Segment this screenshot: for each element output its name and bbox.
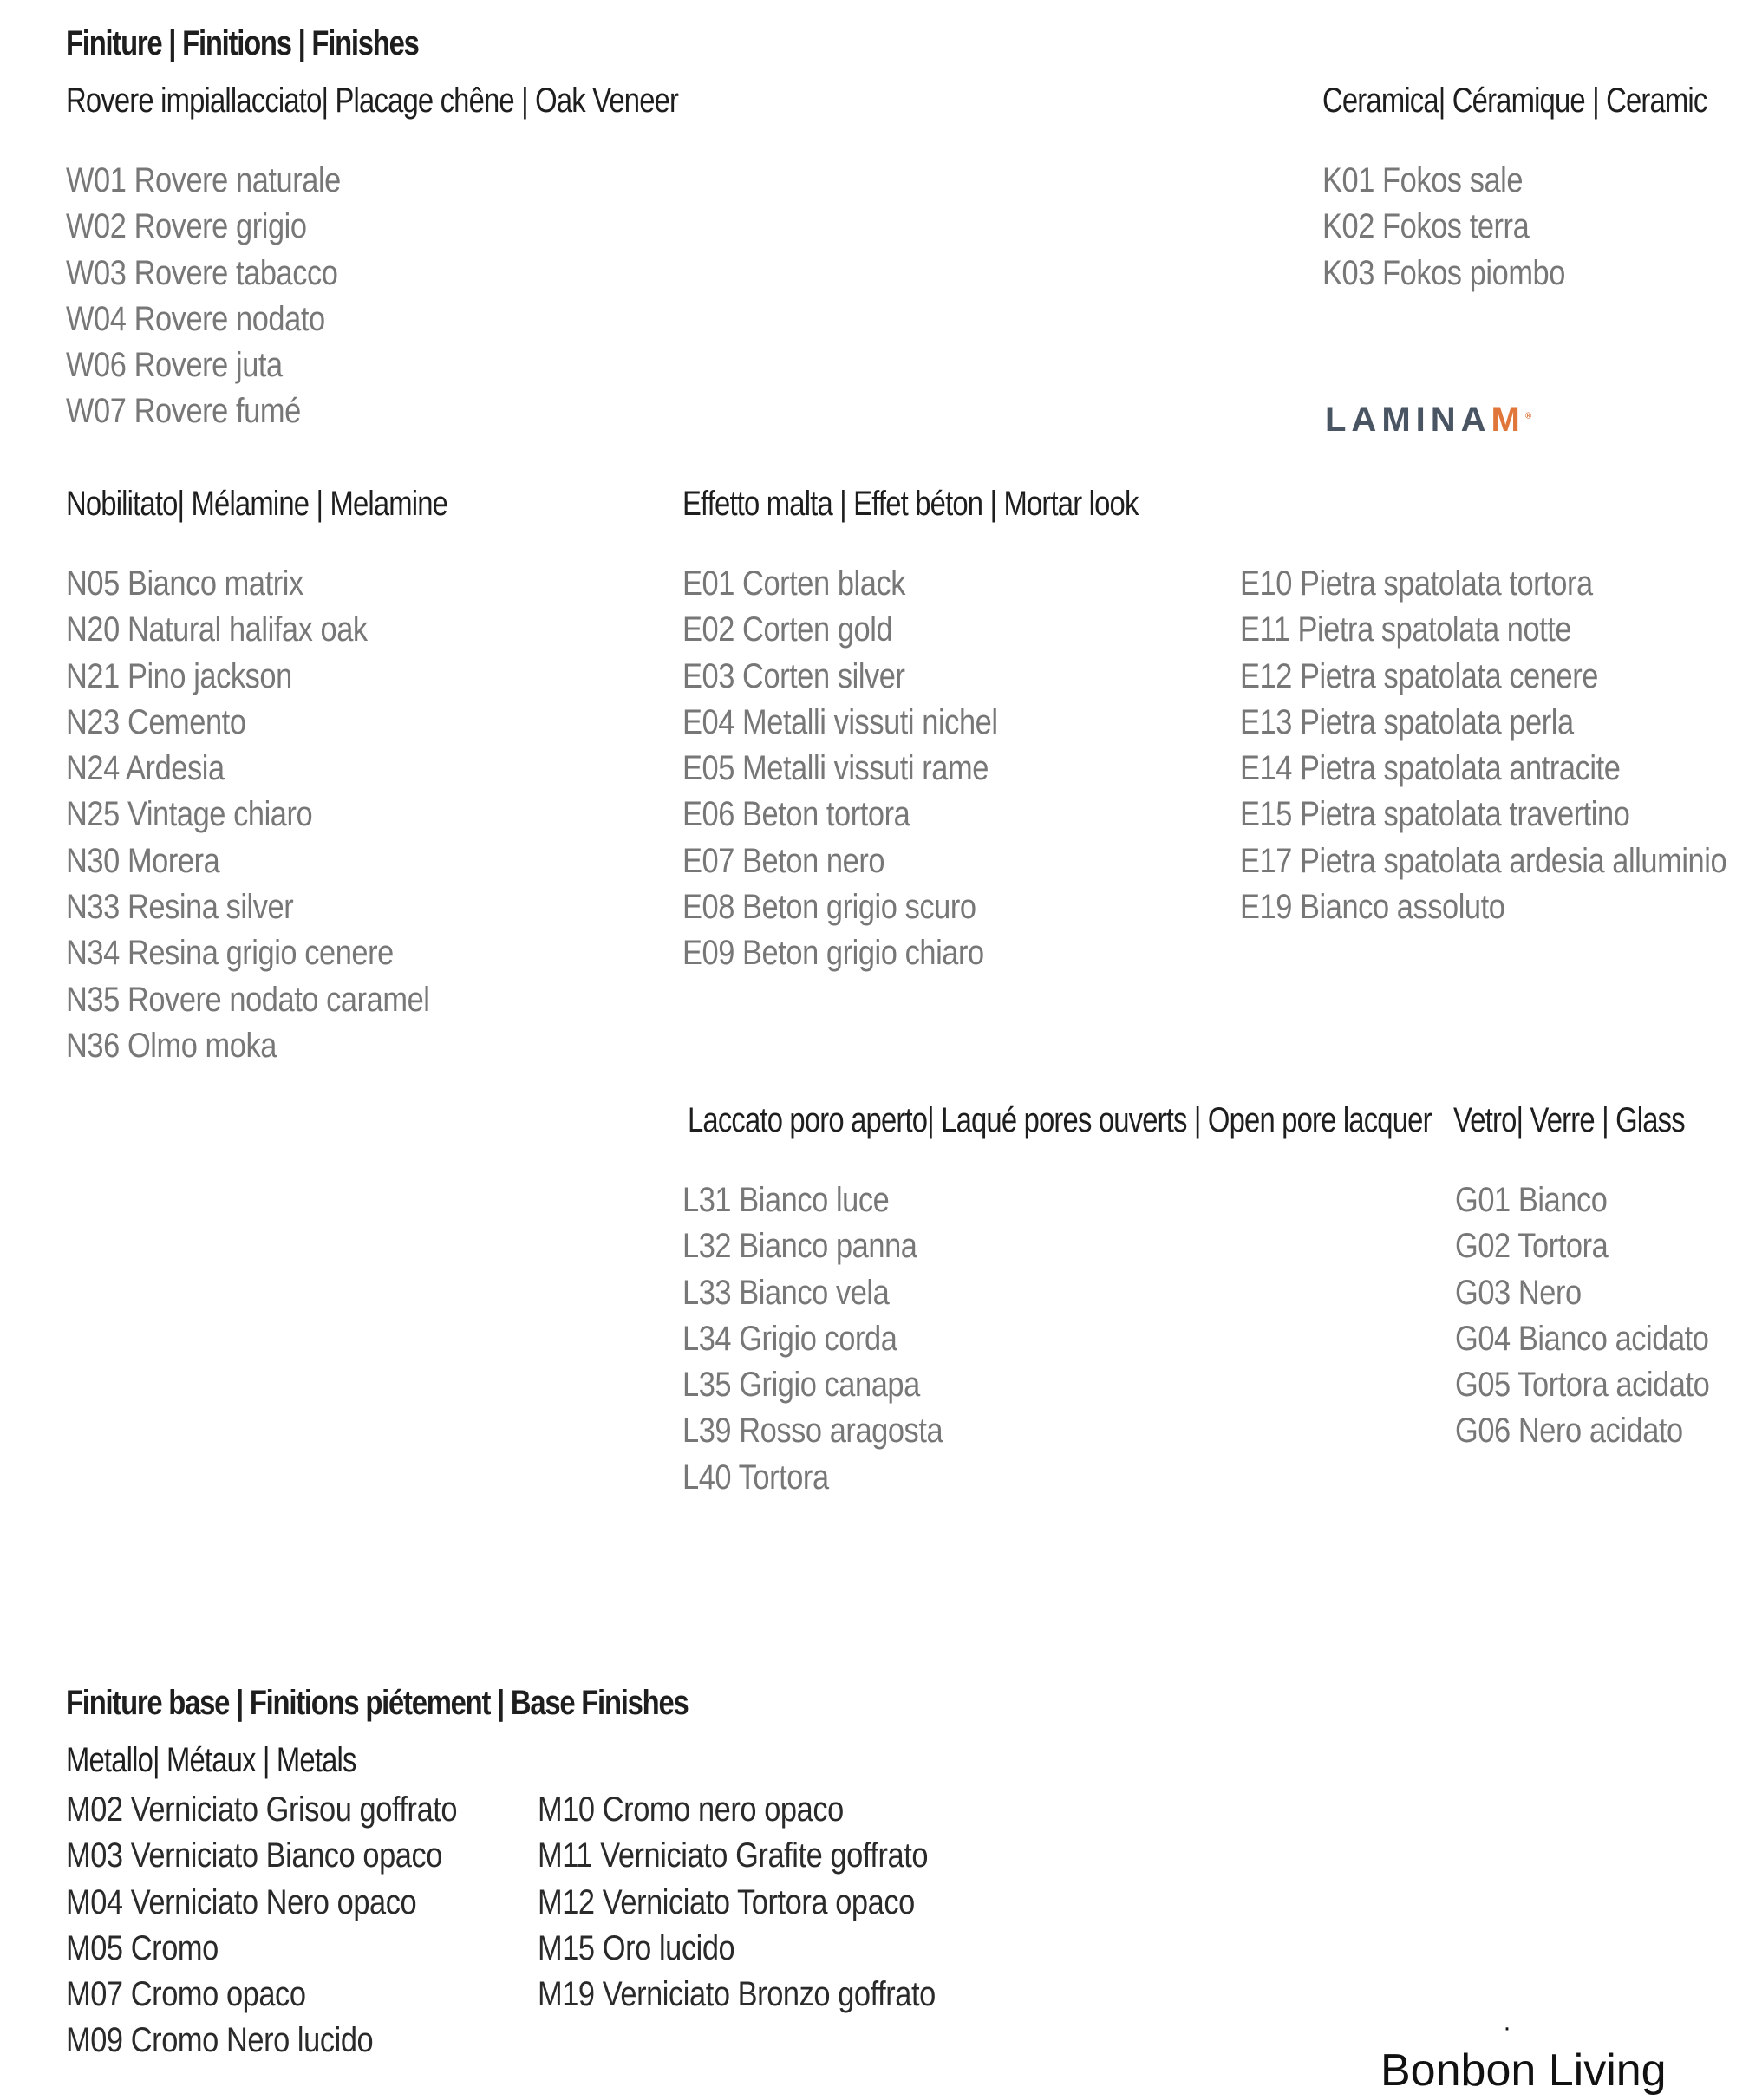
list-item: E01 Corten black (682, 564, 906, 603)
metals-list-col1 (66, 1787, 521, 2064)
melamine-list (66, 561, 489, 1069)
melamine-heading: Nobilitato| Mélamine | Melamine (66, 485, 448, 523)
lacquer-list (682, 1177, 985, 1501)
list-item: N21 Pino jackson (66, 656, 292, 695)
glass-heading: Vetro| Verre | Glass (1453, 1101, 1685, 1139)
list-item: E19 Bianco assoluto (1240, 888, 1505, 927)
list-item: L33 Bianco vela (682, 1273, 890, 1312)
list-item: E06 Beton tortora (682, 795, 910, 834)
list-item: E14 Pietra spatolata antracite (1240, 749, 1621, 788)
brand-name: Bonbon Living (1380, 2045, 1667, 2096)
list-item: E02 Corten gold (682, 610, 893, 649)
list-item: L39 Rosso aragosta (682, 1412, 943, 1451)
list-item: L40 Tortora (682, 1458, 829, 1497)
list-item: N35 Rovere nodato caramel (66, 980, 430, 1019)
list-item: M19 Verniciato Bronzo goffrato (538, 1975, 936, 2014)
page-title: Finiture | Finitions | Finishes (66, 24, 419, 62)
glass-list (1455, 1177, 1749, 1455)
ceramic-heading: Ceramica| Céramique | Ceramic (1322, 82, 1707, 120)
list-item: G03 Nero (1455, 1273, 1582, 1312)
list-item: N24 Ardesia (66, 749, 225, 788)
list-item: K01 Fokos sale (1322, 161, 1524, 199)
list-item: L34 Grigio corda (682, 1319, 897, 1358)
mortar-list-col2 (1240, 561, 1749, 930)
list-item: M15 Oro lucido (538, 1928, 735, 1967)
list-item: M04 Verniciato Nero opaco (66, 1882, 417, 1921)
lacquer-heading: Laccato poro aperto| Laqué pores ouverts | Open pore lacquer (688, 1101, 1432, 1139)
list-item: M09 Cromo Nero lucido (66, 2021, 374, 2060)
list-item: M12 Verniciato Tortora opaco (538, 1882, 915, 1921)
list-item: N05 Bianco matrix (66, 564, 303, 603)
oak-veneer-list (66, 158, 385, 435)
oak-veneer-heading: Rovere impiallacciato| Placage chêne | Oak Veneer (66, 82, 679, 120)
list-item: G05 Tortora acidato (1455, 1366, 1710, 1405)
list-item: W06 Rovere juta (66, 346, 283, 385)
list-item: N30 Morera (66, 841, 220, 880)
list-item: E09 Beton grigio chiaro (682, 934, 984, 973)
list-item: W03 Rovere tabacco (66, 253, 338, 292)
base-finishes-title: Finiture base | Finitions piétement | Base Finishes (66, 1684, 689, 1722)
list-item: E07 Beton nero (682, 841, 885, 880)
list-item: E13 Pietra spatolata perla (1240, 702, 1574, 741)
list-item: E11 Pietra spatolata notte (1240, 610, 1572, 649)
list-item: G04 Bianco acidato (1455, 1319, 1709, 1358)
metals-heading: Metallo| Métaux | Metals (66, 1741, 356, 1779)
list-item: W07 Rovere fumé (66, 392, 301, 431)
list-item: E17 Pietra spatolata ardesia alluminio (1240, 841, 1727, 880)
list-item: G02 Tortora (1455, 1227, 1609, 1266)
list-item: K03 Fokos piombo (1322, 253, 1565, 292)
list-item: N23 Cemento (66, 702, 246, 741)
list-item: N25 Vintage chiaro (66, 795, 313, 834)
mortar-list-col1 (682, 561, 1049, 977)
list-item: L32 Bianco panna (682, 1227, 917, 1266)
list-item: M10 Cromo nero opaco (538, 1790, 844, 1829)
list-item: G01 Bianco (1455, 1181, 1608, 1219)
list-item: E15 Pietra spatolata travertino (1240, 795, 1630, 834)
list-item: E08 Beton grigio scuro (682, 888, 976, 927)
list-item: E04 Metalli vissuti nichel (682, 702, 998, 741)
brand-dot-icon: · (1503, 2013, 1511, 2042)
list-item: M05 Cromo (66, 1928, 219, 1967)
list-item: M02 Verniciato Grisou goffrato (66, 1790, 458, 1829)
list-item: N34 Resina grigio cenere (66, 934, 394, 973)
list-item: W01 Rovere naturale (66, 161, 341, 199)
list-item: K02 Fokos terra (1322, 207, 1530, 246)
list-item: N33 Resina silver (66, 888, 294, 927)
list-item: L31 Bianco luce (682, 1181, 890, 1219)
list-item: N20 Natural halifax oak (66, 610, 368, 649)
list-item: E05 Metalli vissuti rame (682, 749, 989, 788)
laminam-logo (1325, 401, 1531, 440)
list-item: M11 Verniciato Grafite goffrato (538, 1836, 929, 1875)
list-item: E12 Pietra spatolata cenere (1240, 656, 1598, 695)
ceramic-list (1322, 158, 1605, 297)
mortar-heading: Effetto malta | Effet béton | Mortar look (682, 485, 1139, 523)
metals-list-col2 (538, 1787, 1000, 2018)
list-item: M07 Cromo opaco (66, 1975, 306, 2014)
list-item: W04 Rovere nodato (66, 299, 325, 338)
list-item: E03 Corten silver (682, 656, 905, 695)
list-item: G06 Nero acidato (1455, 1412, 1683, 1451)
list-item: W02 Rovere grigio (66, 207, 307, 246)
logo-text: LAMINA (1325, 401, 1491, 439)
list-item: E10 Pietra spatolata tortora (1240, 564, 1593, 603)
list-item: N36 Olmo moka (66, 1026, 277, 1065)
list-item: M03 Verniciato Bianco opaco (66, 1836, 442, 1875)
logo-accent-letter: M (1491, 401, 1525, 439)
registered-mark: ® (1524, 411, 1532, 421)
list-item: L35 Grigio canapa (682, 1366, 920, 1405)
